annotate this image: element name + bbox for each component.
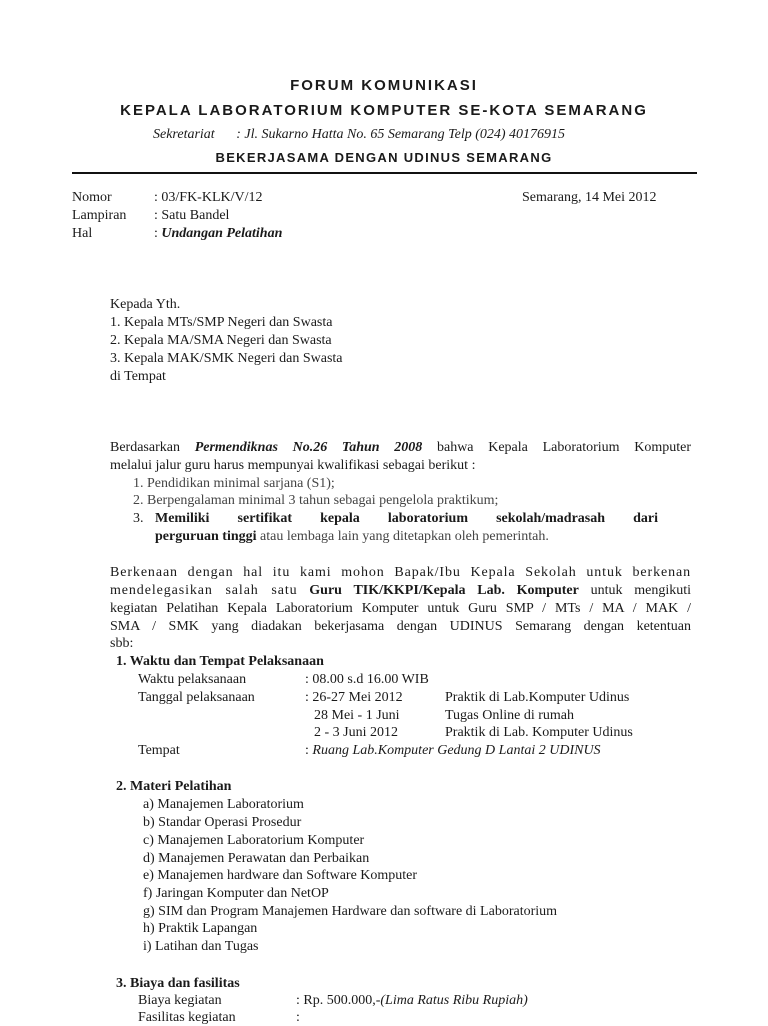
venue: Ruang Lab.Komputer Gedung D Lantai 2 UDINUS — [312, 743, 601, 758]
item3-rest: atau lembaga lain yang ditetapkan oleh pemerintah. — [260, 529, 549, 544]
waktu-label: Waktu pelaksanaan — [138, 672, 247, 687]
fasilitas-value: : — [296, 1010, 300, 1025]
recipient-item: 1. Kepala MTs/SMP Negeri dan Swasta — [110, 315, 333, 330]
materi-item: b) Standar Operasi Prosedur — [143, 815, 302, 830]
biaya-value — [296, 992, 528, 1009]
materi-item: f) Jaringan Komputer dan NetOP — [143, 886, 329, 901]
para2-line4: SMA / SMK yang diadakan bekerjasama dengan UDINUS Semarang dengan ketentuan — [110, 619, 691, 634]
recipient-item: 2. Kepala MA/SMA Negeri dan Swasta — [110, 333, 332, 348]
secretariat-address: : Jl. Sukarno Hatta No. 65 Semarang Telp (024) 40176915 — [236, 127, 566, 142]
header-divider — [72, 172, 697, 174]
biaya-amount: : Rp. 500.000,- — [296, 993, 381, 1008]
regulation-ref: Permendiknas No.26 Tahun 2008 — [194, 440, 423, 455]
qualification-item-3-line2 — [155, 528, 549, 545]
tempat-colon: : — [305, 743, 309, 758]
hal-value — [154, 225, 282, 242]
fasilitas-label: Fasilitas kegiatan — [138, 1010, 236, 1025]
para2-line1: Berkenaan dengan hal itu kami mohon Bapak/Ibu Kepala Sekolah untuk berkenan — [110, 565, 691, 580]
qualification-item-3-num: 3. — [133, 511, 144, 526]
qualification-item-3 — [155, 510, 658, 527]
schedule-date: 2 - 3 Juni 2012 — [314, 725, 398, 740]
recipient-place: di Tempat — [110, 369, 166, 384]
para2-pre: mendelegasikan salah satu — [110, 583, 298, 598]
para1-line2: melalui jalur guru harus mempunyai kwalifikasi sebagai berikut : — [110, 458, 476, 473]
item3-bold: perguruan tinggi — [155, 529, 257, 544]
letterhead-cooperation: BEKERJASAMA DENGAN UDINUS SEMARANG — [215, 150, 553, 165]
materi-item: h) Praktik Lapangan — [143, 921, 258, 936]
materi-item: i) Latihan dan Tugas — [143, 939, 259, 954]
schedule-desc: Tugas Online di rumah — [445, 708, 574, 723]
materi-item: g) SIM dan Program Manajemen Hardware dan software di Laboratorium — [143, 904, 558, 919]
para2-line3: kegiatan Pelatihan Kepala Laboratorium Komputer untuk Guru SMP / MTs / MA / MAK / — [110, 601, 691, 616]
place-date: Semarang, 14 Mei 2012 — [522, 190, 657, 205]
letterhead-subtitle: KEPALA LABORATORIUM KOMPUTER SE-KOTA SEMARANG — [120, 102, 648, 119]
tempat-label: Tempat — [138, 743, 180, 758]
item3-word: Memiliki — [155, 511, 210, 526]
para2-post: untuk mengikuti — [590, 583, 692, 598]
biaya-words: (Lima Ratus Ribu Rupiah) — [380, 993, 528, 1008]
waktu-value: : 08.00 s.d 16.00 WIB — [305, 672, 429, 687]
para2-line5: sbb: — [110, 636, 134, 651]
item3-word: sekolah/madrasah — [496, 511, 606, 526]
section3-title: 3. Biaya dan fasilitas — [116, 976, 240, 991]
materi-item: d) Manajemen Perawatan dan Perbaikan — [143, 851, 370, 866]
schedule-desc: Praktik di Lab. Komputer Udinus — [445, 725, 633, 740]
nomor-label: Nomor — [72, 190, 112, 205]
section2-title: 2. Materi Pelatihan — [116, 779, 232, 794]
para2-line2 — [110, 582, 691, 599]
item3-word: dari — [633, 511, 659, 526]
lampiran-value: : Satu Bandel — [154, 208, 230, 223]
section1-title: 1. Waktu dan Tempat Pelaksanaan — [116, 654, 324, 669]
qualification-item: 2. Berpengalaman minimal 3 tahun sebagai pengelola praktikum; — [133, 493, 499, 508]
schedule-date: : 26-27 Mei 2012 — [305, 690, 403, 705]
para1-post: bahwa Kepala Laboratorium Komputer — [436, 440, 692, 455]
participant-role: Guru TIK/KKPI/Kepala Lab. Komputer — [309, 583, 579, 598]
hal-label: Hal — [72, 226, 93, 241]
tempat-value — [305, 742, 601, 759]
secretariat-label: Sekretariat — [153, 127, 215, 142]
item3-word: kepala — [320, 511, 360, 526]
nomor-value: : 03/FK-KLK/V/12 — [154, 190, 263, 205]
recipient-item: 3. Kepala MAK/SMK Negeri dan Swasta — [110, 351, 343, 366]
materi-item: c) Manajemen Laboratorium Komputer — [143, 833, 365, 848]
qualification-item: 1. Pendidikan minimal sarjana (S1); — [133, 476, 335, 491]
biaya-label: Biaya kegiatan — [138, 993, 222, 1008]
hal-subject: Undangan Pelatihan — [161, 226, 283, 241]
para1-pre: Berdasarkan — [110, 440, 180, 455]
materi-item: e) Manajemen hardware dan Software Komputer — [143, 868, 418, 883]
lampiran-label: Lampiran — [72, 208, 127, 223]
letterhead-title: FORUM KOMUNIKASI — [290, 77, 478, 94]
greeting: Kepada Yth. — [110, 297, 181, 312]
item3-word: sertifikat — [237, 511, 292, 526]
schedule-desc: Praktik di Lab.Komputer Udinus — [445, 690, 630, 705]
materi-item: a) Manajemen Laboratorium — [143, 797, 304, 812]
tanggal-label: Tanggal pelaksanaan — [138, 690, 255, 705]
item3-word: laboratorium — [387, 511, 468, 526]
para1-line1 — [110, 439, 691, 456]
hal-colon: : — [154, 226, 158, 241]
letterhead-address — [153, 127, 565, 143]
schedule-date: 28 Mei - 1 Juni — [314, 708, 400, 723]
